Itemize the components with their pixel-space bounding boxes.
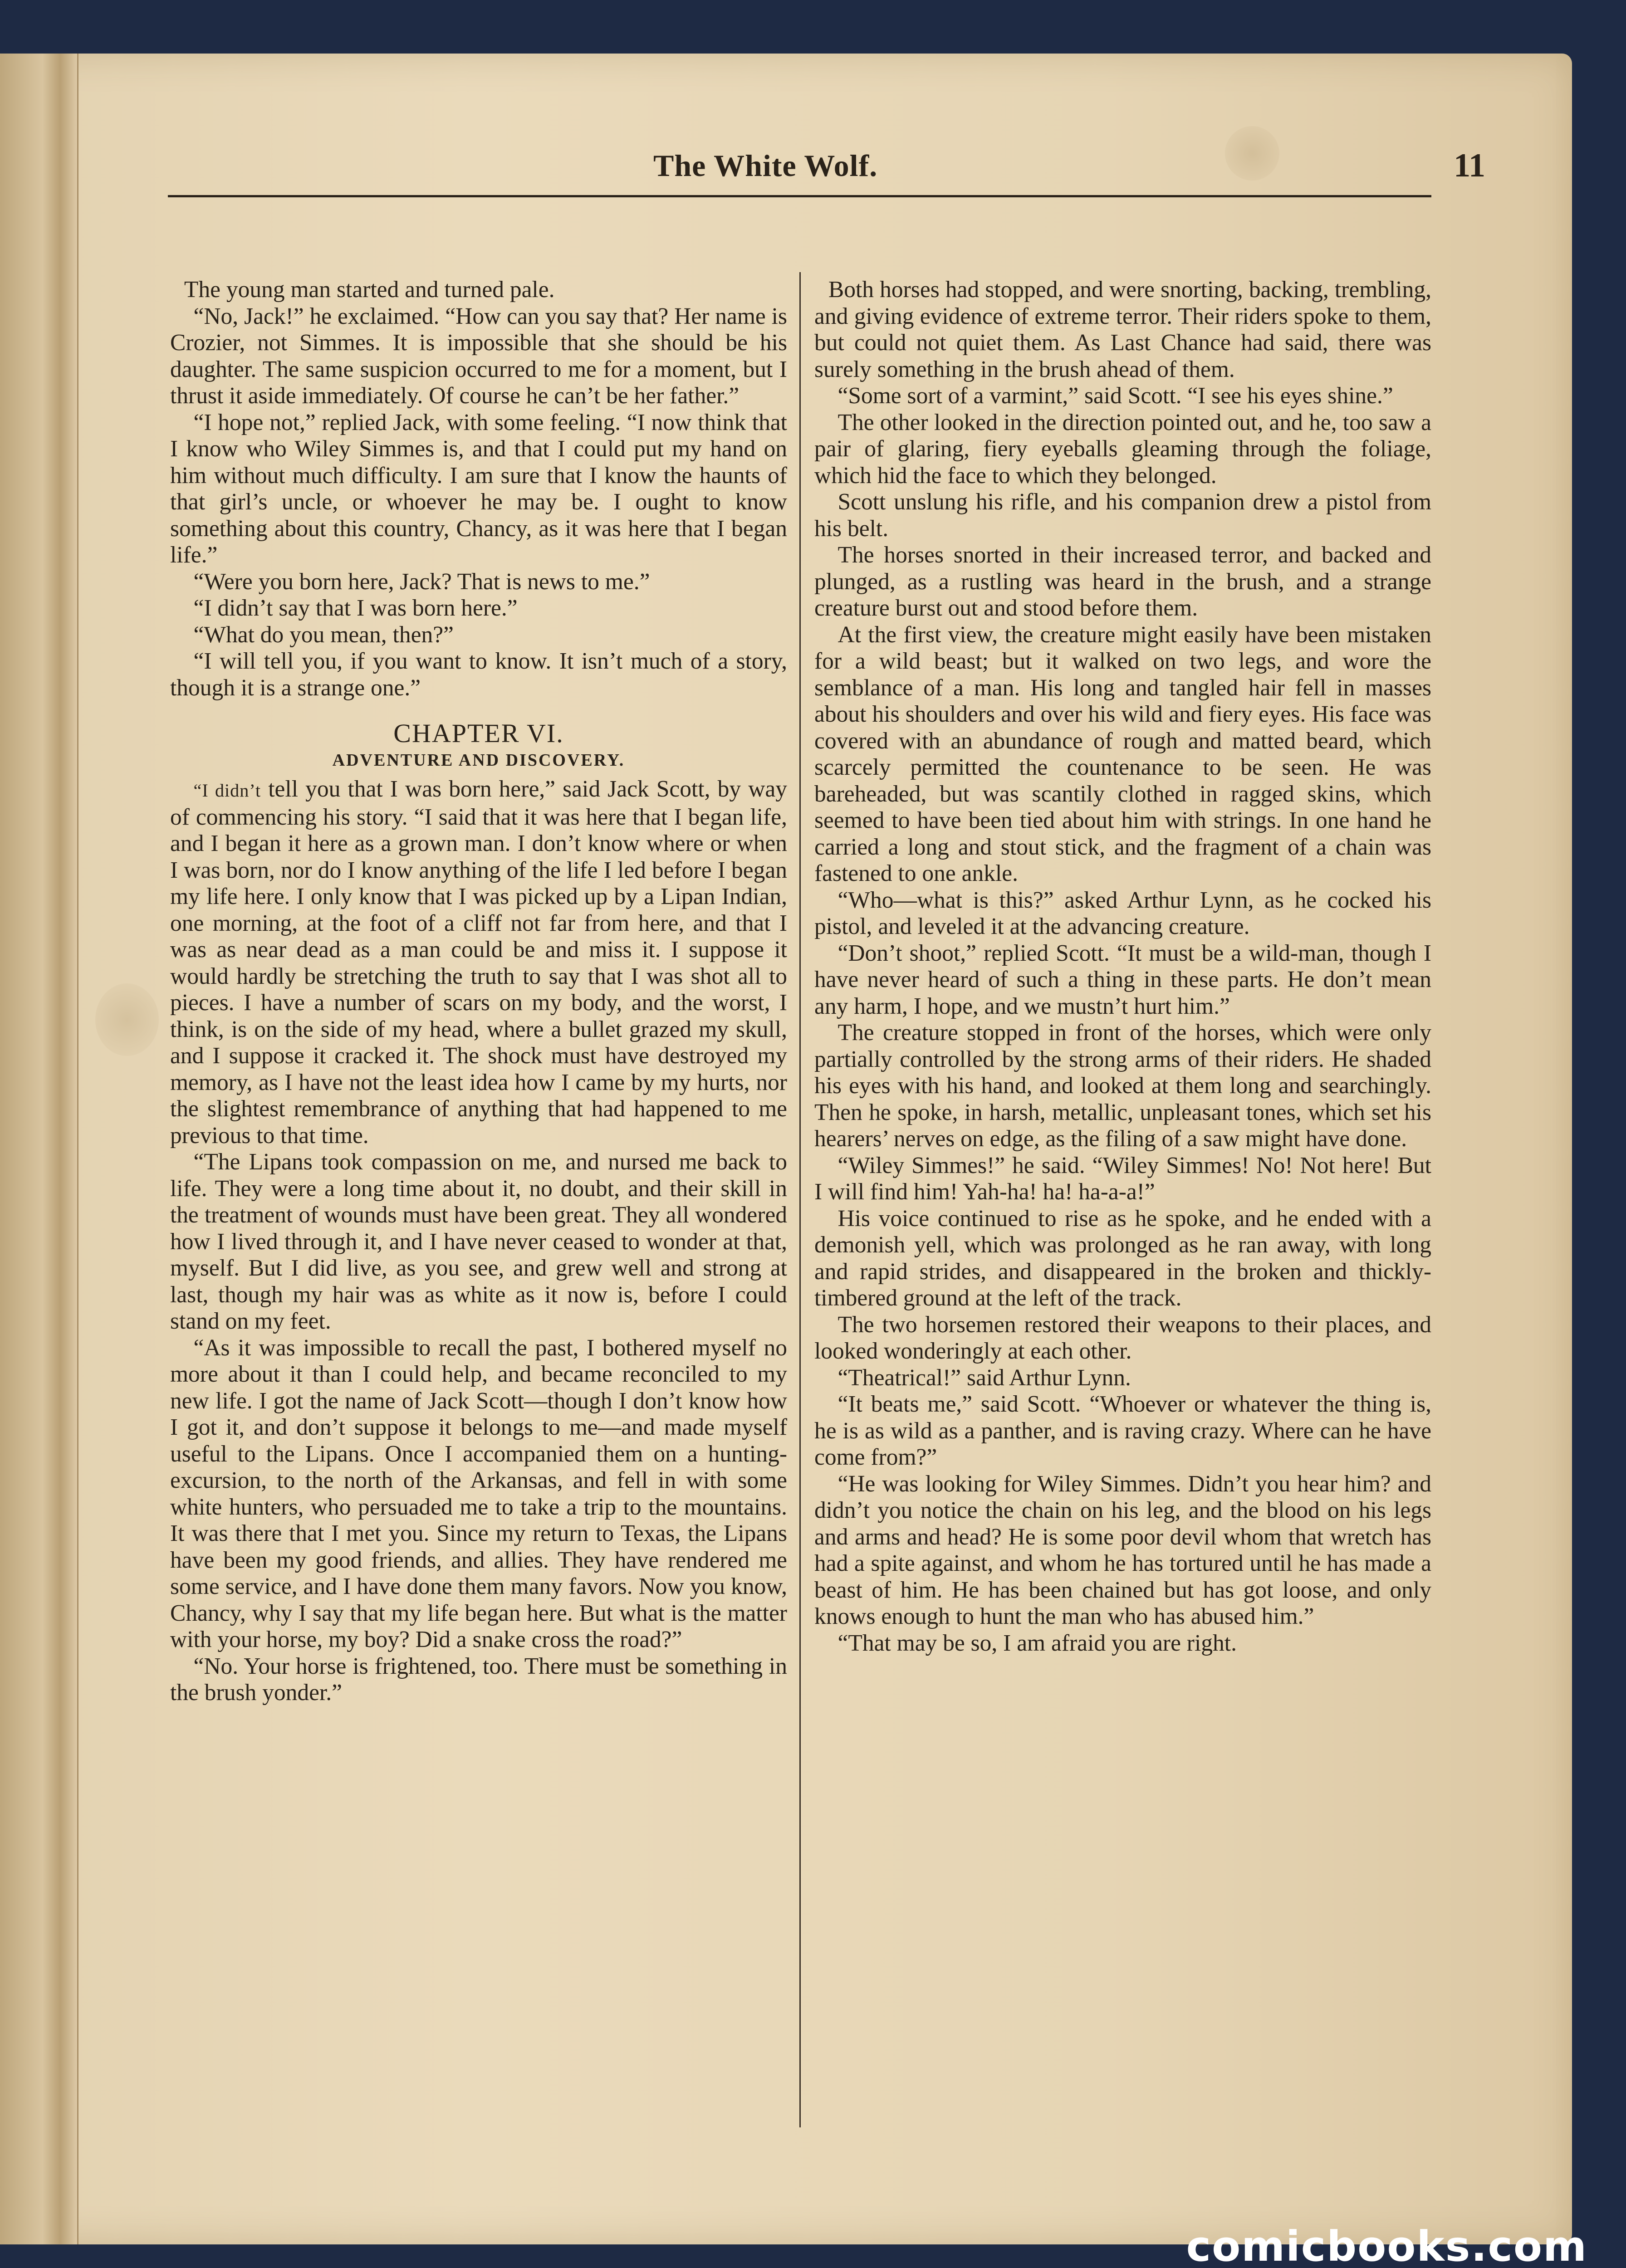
paragraph: Both horses had stopped, and were snorting, backing, trembling, and giving evidence of extreme terror. Their riders spoke to them, but could not quiet them. As Last Chance had said, there was surely something in the brush ahead of them. (814, 277, 1431, 382)
paragraph: “Theatrical!” said Arthur Lynn. (837, 1364, 1131, 1391)
paragraph: “No. Your horse is frightened, too. There must be something in the brush yonder.” (170, 1653, 787, 1706)
paragraph: The horses snorted in their increased terror, and backed and plunged, as a rustling was heard in the brush, and a strange creature burst out and stood before them. (814, 542, 1431, 621)
page-number: 11 (1454, 147, 1485, 184)
paragraph: “That may be so, I am afraid you are right. (837, 1630, 1237, 1656)
paragraph: “What do you mean, then?” (193, 621, 454, 648)
paragraph: “I will tell you, if you want to know. It isn’t much of a story, though it is a strange one.” (170, 648, 787, 701)
paragraph: “Who—what is this?” asked Arthur Lynn, as he cocked his pistol, and leveled it at the advancing creature. (814, 887, 1431, 939)
chapter-opening-lead: “I didn’t (193, 780, 261, 801)
page-header (166, 143, 1485, 188)
column-divider (799, 272, 801, 2127)
paragraph: “No, Jack!” he exclaimed. “How can you say that? Her name is Crozier, not Simmes. It is impossible that she should be his daughter. The same suspicion occurred to me for a moment, but I thrust it aside immediately. Of course he can’t be her father.” (170, 303, 787, 409)
paragraph: “It beats me,” said Scott. “Whoever or whatever the thing is, he is as wild as a panther, and is raving crazy. Where can he have come from?” (814, 1391, 1431, 1470)
paragraph: “He was looking for Wiley Simmes. Didn’t you hear him? and didn’t you notice the chain on his leg, and the blood on his legs and arms and head? He is some poor devil whom that wretch has had a spite against, and whom he has tortured until he has made a beast of him. He has been chained but has got loose, and only knows enough to hunt the man who has abused him.” (814, 1471, 1431, 1629)
chapter-subtitle: ADVENTURE AND DISCOVERY. (332, 750, 625, 770)
paper-stain (95, 983, 159, 1056)
running-title: The White Wolf. (653, 148, 878, 183)
paragraph: “As it was impossible to recall the past, I bothered myself no more about it than I could help, and became reconciled to my new life. I got the name of Jack Scott—though I don’t know how I got it, and don’t suppose it belongs to me—and made myself useful to the Lipans. Once I accompanied them on a hunting-excursion, to the north of the Arkansas, and fell in with some white hunters, who persuaded me to take a trip to the mountains. It was there that I met you. Since my return to Texas, the Lipans have been my good friends, and allies. They have rendered me some service, and I have done them many favors. Now you know, Chancy, why I say that my life began here. But what is the matter with your horse, my boy? Did a snake cross the road?” (170, 1334, 787, 1652)
paragraph: “Some sort of a varmint,” said Scott. “I see his eyes shine.” (837, 383, 1393, 409)
paragraph: “I hope not,” replied Jack, with some feeling. “I now think that I know who Wiley Simmes is, and that I could put my hand on him without much difficulty. I am sure that I know the haunts of that girl’s uncle, or whoever he may be. I ought to know something about this country, Chancy, as it was here that I began life.” (170, 409, 787, 568)
chapter-opening-text: tell you that I was born here,” said Jack Scott, by way of commencing his story. “I said that it was here that I began life, and I began it here as a grown man. I don’t know where or when I was born, nor do I know anything of the life I led before I began my life here. I only know that I was picked up by a Lipan Indian, one morning, at the foot of a cliff not far from here, and that I was as near dead as a man could be and miss it. I suppose it would hardly be stretching the truth to say that I was shot all to pieces. I have a number of scars on my body, and the worst, I think, is on the side of my head, where a bullet grazed my skull, and I suppose it cracked it. The shock must have destroyed my memory, as I have not the least idea how I came by my hurts, nor the slightest remembrance of anything that had happened to me previous to that time. (170, 776, 787, 1149)
paragraph: At the first view, the creature might easily have been mistaken for a wild beast; but it walked on two legs, and wore the semblance of a man. His long and tangled hair fell in masses about his shoulders and over his wild and fiery eyes. His face was covered with an abundance of rough and matted beard, which scarcely permitted the countenance to be seen. He was bareheaded, but was scantily clothed in ragged skins, which seemed to have been tied about him with strings. In one hand he carried a long and stout stick, and the fragment of a chain was fastened to one ankle. (814, 621, 1431, 886)
chapter-opening-paragraph (170, 776, 787, 1149)
paragraph: “Wiley Simmes!” he said. “Wiley Simmes! No! Not here! But I will find him! Yah-ha! ha! ha-a-a!” (814, 1152, 1431, 1205)
header-rule (168, 195, 1431, 197)
paragraph: The other looked in the direction pointed out, and he, too saw a pair of glaring, fiery eyeballs gleaming through the foliage, which hid the face to which they belonged. (814, 409, 1431, 489)
site-watermark: comicbooks.com (1186, 2222, 1587, 2268)
paragraph: His voice continued to rise as he spoke, and he ended with a demonish yell, which was prolonged as he ran away, with long and rapid strides, and disappeared in the broken and thickly-timbered ground at the left of the track. (814, 1205, 1431, 1311)
paragraph: “Were you born here, Jack? That is news to me.” (193, 568, 650, 595)
chapter-title: CHAPTER VI. (393, 719, 564, 748)
paragraph: “I didn’t say that I was born here.” (193, 595, 518, 621)
paragraph: “Don’t shoot,” replied Scott. “It must be a wild-man, though I have never heard of such a thing in these parts. He don’t mean any harm, I hope, and we mustn’t hurt him.” (814, 940, 1431, 1019)
right-column (814, 277, 1431, 1657)
paragraph: The young man started and turned pale. (184, 277, 555, 303)
paragraph: “The Lipans took compassion on me, and nursed me back to life. They were a long time about it, no doubt, and their skill in the treatment of wounds must have been great. They all wondered how I lived through it, and I have never ceased to wonder at that, myself. But I did live, as you see, and grew well and strong at last, though my hair was as white as it now is, before I could stand on my feet. (170, 1149, 787, 1334)
paragraph: Scott unslung his rifle, and his companion drew a pistol from his belt. (814, 489, 1431, 542)
paragraph: The two horsemen restored their weapons to their places, and looked wonderingly at each other. (814, 1311, 1431, 1364)
paragraph: The creature stopped in front of the horses, which were only partially controlled by the strong arms of their riders. He shaded his eyes with his hand, and looked at them long and searchingly. Then he spoke, in harsh, metallic, unpleasant tones, which set his hearers’ nerves on edge, as the filing of a saw might have done. (814, 1020, 1431, 1152)
left-column (170, 277, 787, 1706)
page-fold (0, 54, 78, 2244)
